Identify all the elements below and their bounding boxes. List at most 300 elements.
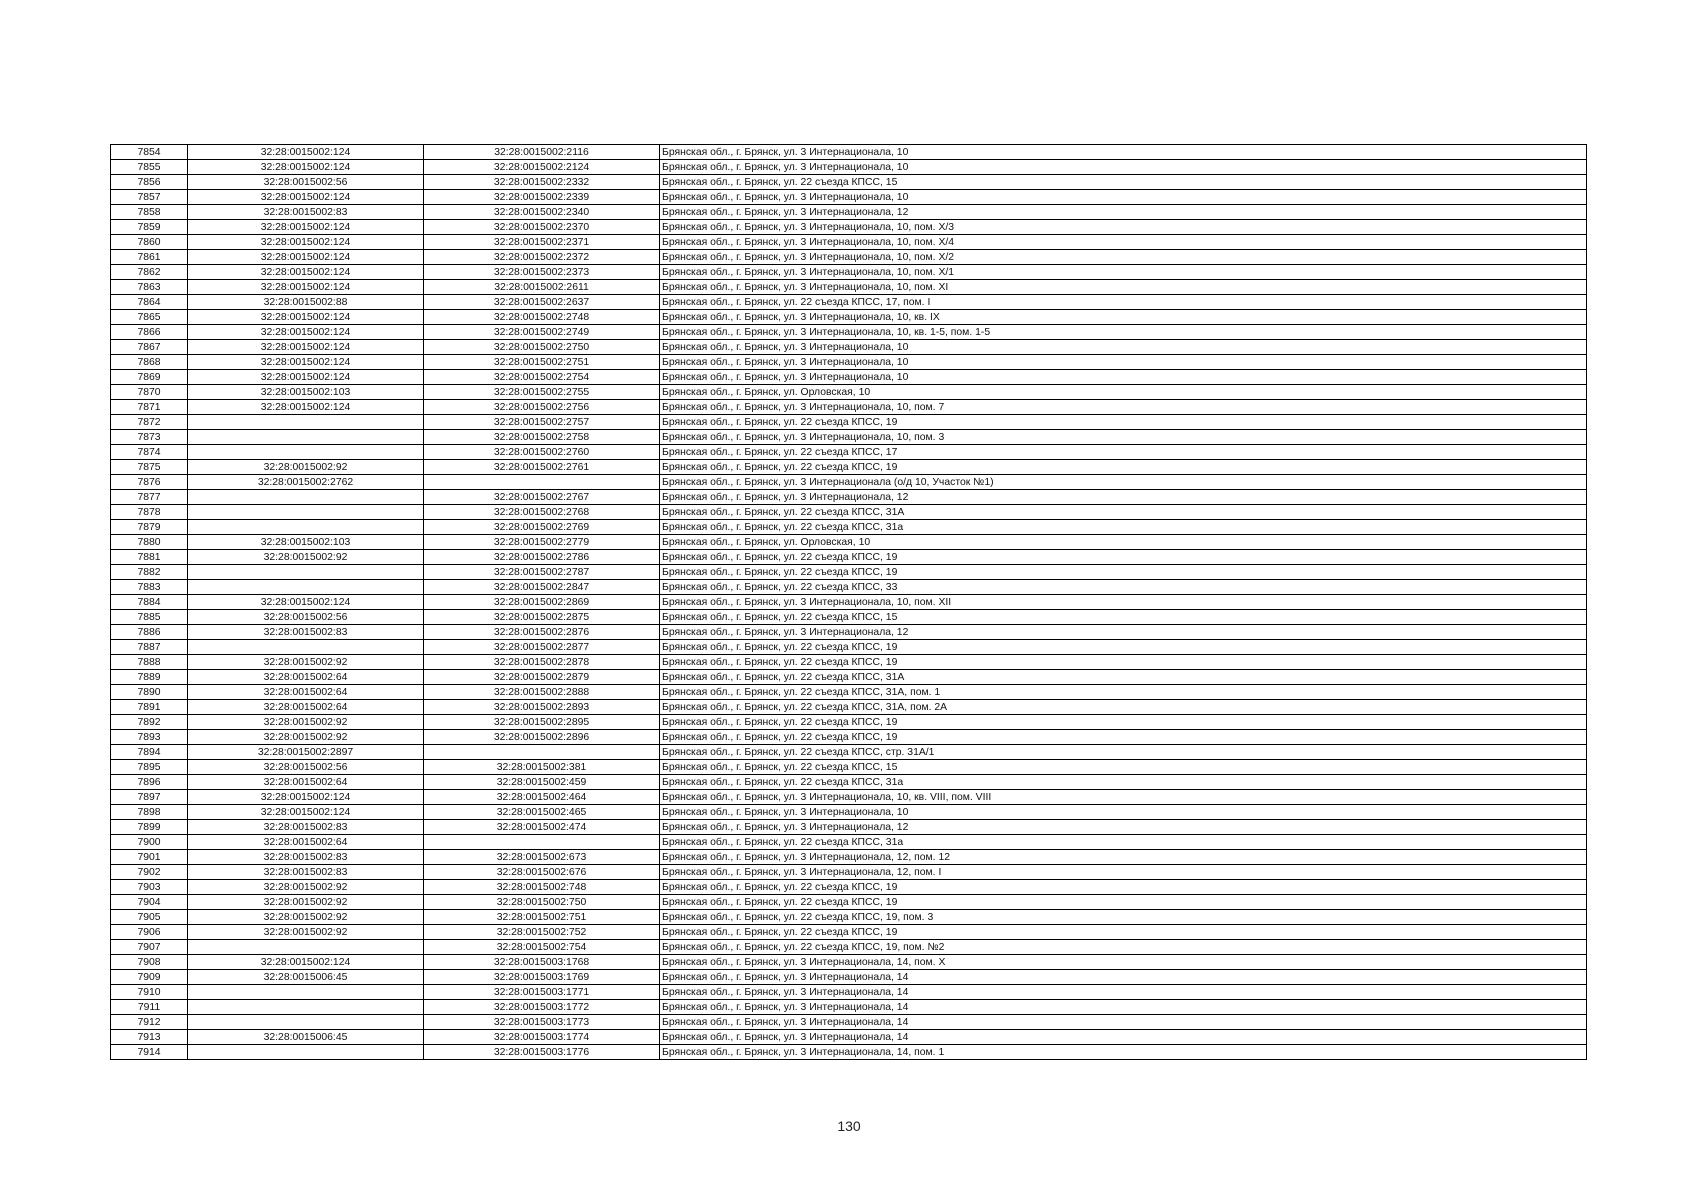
table-row — [111, 1045, 1587, 1060]
object-cadastral-number-cell: 32:28:0015002:2787 — [424, 565, 660, 580]
table-row — [111, 355, 1587, 370]
row-number-cell: 7862 — [111, 265, 188, 280]
table-row — [111, 820, 1587, 835]
land-cadastral-number-cell: 32:28:0015002:124 — [188, 145, 424, 160]
row-number-cell: 7875 — [111, 460, 188, 475]
row-number-cell: 7909 — [111, 970, 188, 985]
table-row — [111, 235, 1587, 250]
row-number-cell: 7877 — [111, 490, 188, 505]
object-cadastral-number-cell: 32:28:0015003:1771 — [424, 985, 660, 1000]
registry-table-body — [111, 145, 1587, 1060]
land-cadastral-number-cell: 32:28:0015002:56 — [188, 610, 424, 625]
page-number: 130 — [837, 1118, 861, 1134]
address-cell: Брянская обл., г. Брянск, ул. 3 Интернационала, 10 — [660, 805, 1587, 820]
address-cell: Брянская обл., г. Брянск, ул. 3 Интернационала, 10, кв. 1-5, пом. 1-5 — [660, 325, 1587, 340]
table-row — [111, 850, 1587, 865]
table-row — [111, 400, 1587, 415]
row-number-cell: 7898 — [111, 805, 188, 820]
land-cadastral-number-cell: 32:28:0015002:124 — [188, 805, 424, 820]
table-row — [111, 835, 1587, 850]
object-cadastral-number-cell: 32:28:0015002:2895 — [424, 715, 660, 730]
land-cadastral-number-cell: 32:28:0015002:83 — [188, 820, 424, 835]
row-number-cell: 7902 — [111, 865, 188, 880]
table-row — [111, 955, 1587, 970]
object-cadastral-number-cell: 32:28:0015002:474 — [424, 820, 660, 835]
object-cadastral-number-cell: 32:28:0015002:381 — [424, 760, 660, 775]
object-cadastral-number-cell: 32:28:0015002:2875 — [424, 610, 660, 625]
land-cadastral-number-cell: 32:28:0015002:103 — [188, 385, 424, 400]
row-number-cell: 7890 — [111, 685, 188, 700]
land-cadastral-number-cell — [188, 445, 424, 460]
land-cadastral-number-cell — [188, 520, 424, 535]
land-cadastral-number-cell: 32:28:0015002:124 — [188, 220, 424, 235]
table-row — [111, 340, 1587, 355]
row-number-cell: 7865 — [111, 310, 188, 325]
address-cell: Брянская обл., г. Брянск, ул. 3 Интернационала, 10 — [660, 370, 1587, 385]
land-cadastral-number-cell: 32:28:0015002:124 — [188, 235, 424, 250]
table-row — [111, 715, 1587, 730]
address-cell: Брянская обл., г. Брянск, ул. 3 Интернационала, 12 — [660, 205, 1587, 220]
table-row — [111, 265, 1587, 280]
land-cadastral-number-cell: 32:28:0015002:92 — [188, 655, 424, 670]
row-number-cell: 7861 — [111, 250, 188, 265]
row-number-cell: 7869 — [111, 370, 188, 385]
address-cell: Брянская обл., г. Брянск, ул. 22 съезда КПСС, 19 — [660, 880, 1587, 895]
address-cell: Брянская обл., г. Брянск, ул. 22 съезда КПСС, 19 — [660, 895, 1587, 910]
land-cadastral-number-cell — [188, 1000, 424, 1015]
address-cell: Брянская обл., г. Брянск, ул. 22 съезда КПСС, 19 — [660, 460, 1587, 475]
address-cell: Брянская обл., г. Брянск, ул. 22 съезда КПСС, 19 — [660, 730, 1587, 745]
table-row — [111, 565, 1587, 580]
table-row — [111, 670, 1587, 685]
land-cadastral-number-cell — [188, 640, 424, 655]
row-number-cell: 7905 — [111, 910, 188, 925]
address-cell: Брянская обл., г. Брянск, ул. 22 съезда КПСС, 31А, пом. 2А — [660, 700, 1587, 715]
land-cadastral-number-cell: 32:28:0015006:45 — [188, 970, 424, 985]
table-row — [111, 535, 1587, 550]
address-cell: Брянская обл., г. Брянск, ул. 3 Интернационала, 10, пом. XII — [660, 595, 1587, 610]
object-cadastral-number-cell: 32:28:0015002:2767 — [424, 490, 660, 505]
table-row — [111, 1015, 1587, 1030]
land-cadastral-number-cell: 32:28:0015002:92 — [188, 730, 424, 745]
object-cadastral-number-cell — [424, 745, 660, 760]
address-cell: Брянская обл., г. Брянск, ул. 3 Интернационала, 10, кв. IX — [660, 310, 1587, 325]
row-number-cell: 7914 — [111, 1045, 188, 1060]
address-cell: Брянская обл., г. Брянск, ул. 3 Интернационала, 10 — [660, 190, 1587, 205]
table-row — [111, 280, 1587, 295]
table-row — [111, 745, 1587, 760]
object-cadastral-number-cell: 32:28:0015002:2760 — [424, 445, 660, 460]
object-cadastral-number-cell: 32:28:0015002:752 — [424, 925, 660, 940]
object-cadastral-number-cell: 32:28:0015002:2878 — [424, 655, 660, 670]
object-cadastral-number-cell: 32:28:0015002:2339 — [424, 190, 660, 205]
land-cadastral-number-cell: 32:28:0015002:124 — [188, 265, 424, 280]
table-row — [111, 430, 1587, 445]
table-row — [111, 700, 1587, 715]
land-cadastral-number-cell: 32:28:0015002:64 — [188, 700, 424, 715]
table-row — [111, 580, 1587, 595]
object-cadastral-number-cell: 32:28:0015002:2748 — [424, 310, 660, 325]
address-cell: Брянская обл., г. Брянск, ул. 3 Интернационала, 14 — [660, 985, 1587, 1000]
land-cadastral-number-cell: 32:28:0015002:103 — [188, 535, 424, 550]
land-cadastral-number-cell: 32:28:0015002:64 — [188, 685, 424, 700]
address-cell: Брянская обл., г. Брянск, ул. 22 съезда КПСС, 19 — [660, 550, 1587, 565]
land-cadastral-number-cell: 32:28:0015002:124 — [188, 340, 424, 355]
land-cadastral-number-cell: 32:28:0015002:83 — [188, 850, 424, 865]
row-number-cell: 7866 — [111, 325, 188, 340]
row-number-cell: 7903 — [111, 880, 188, 895]
address-cell: Брянская обл., г. Брянск, ул. 22 съезда КПСС, 19 — [660, 655, 1587, 670]
table-row — [111, 760, 1587, 775]
table-row — [111, 685, 1587, 700]
object-cadastral-number-cell: 32:28:0015002:2877 — [424, 640, 660, 655]
address-cell: Брянская обл., г. Брянск, ул. 3 Интернационала, 10, пом. X/2 — [660, 250, 1587, 265]
object-cadastral-number-cell: 32:28:0015003:1774 — [424, 1030, 660, 1045]
land-cadastral-number-cell: 32:28:0015002:56 — [188, 760, 424, 775]
table-row — [111, 655, 1587, 670]
address-cell: Брянская обл., г. Брянск, ул. 22 съезда КПСС, 31А, пом. 1 — [660, 685, 1587, 700]
row-number-cell: 7879 — [111, 520, 188, 535]
object-cadastral-number-cell: 32:28:0015002:2779 — [424, 535, 660, 550]
object-cadastral-number-cell: 32:28:0015002:748 — [424, 880, 660, 895]
address-cell: Брянская обл., г. Брянск, ул. Орловская, 10 — [660, 535, 1587, 550]
row-number-cell: 7870 — [111, 385, 188, 400]
land-cadastral-number-cell — [188, 580, 424, 595]
row-number-cell: 7867 — [111, 340, 188, 355]
object-cadastral-number-cell: 32:28:0015002:2768 — [424, 505, 660, 520]
object-cadastral-number-cell: 32:28:0015002:2756 — [424, 400, 660, 415]
object-cadastral-number-cell: 32:28:0015002:2332 — [424, 175, 660, 190]
table-row — [111, 970, 1587, 985]
table-row — [111, 640, 1587, 655]
address-cell: Брянская обл., г. Брянск, ул. 3 Интернационала, 14, пом. X — [660, 955, 1587, 970]
row-number-cell: 7887 — [111, 640, 188, 655]
table-row — [111, 205, 1587, 220]
land-cadastral-number-cell — [188, 430, 424, 445]
address-cell: Брянская обл., г. Брянск, ул. 3 Интернационала, 14 — [660, 1015, 1587, 1030]
land-cadastral-number-cell: 32:28:0015002:64 — [188, 670, 424, 685]
row-number-cell: 7897 — [111, 790, 188, 805]
object-cadastral-number-cell: 32:28:0015002:459 — [424, 775, 660, 790]
land-cadastral-number-cell: 32:28:0015002:124 — [188, 160, 424, 175]
row-number-cell: 7912 — [111, 1015, 188, 1030]
object-cadastral-number-cell: 32:28:0015002:2879 — [424, 670, 660, 685]
address-cell: Брянская обл., г. Брянск, ул. 3 Интернационала, 10, кв. VIII, пом. VIII — [660, 790, 1587, 805]
land-cadastral-number-cell: 32:28:0015002:124 — [188, 370, 424, 385]
address-cell: Брянская обл., г. Брянск, ул. 22 съезда КПСС, 19 — [660, 565, 1587, 580]
object-cadastral-number-cell: 32:28:0015002:2751 — [424, 355, 660, 370]
table-row — [111, 145, 1587, 160]
land-cadastral-number-cell: 32:28:0015002:92 — [188, 460, 424, 475]
address-cell: Брянская обл., г. Брянск, ул. 22 съезда КПСС, 31а — [660, 520, 1587, 535]
land-cadastral-number-cell: 32:28:0015002:92 — [188, 715, 424, 730]
land-cadastral-number-cell: 32:28:0015002:92 — [188, 880, 424, 895]
row-number-cell: 7885 — [111, 610, 188, 625]
address-cell: Брянская обл., г. Брянск, ул. 3 Интернационала, 12 — [660, 625, 1587, 640]
land-cadastral-number-cell: 32:28:0015002:92 — [188, 925, 424, 940]
object-cadastral-number-cell: 32:28:0015002:2786 — [424, 550, 660, 565]
address-cell: Брянская обл., г. Брянск, ул. 22 съезда КПСС, 17 — [660, 445, 1587, 460]
row-number-cell: 7904 — [111, 895, 188, 910]
land-cadastral-number-cell — [188, 985, 424, 1000]
object-cadastral-number-cell: 32:28:0015002:464 — [424, 790, 660, 805]
table-row — [111, 160, 1587, 175]
object-cadastral-number-cell: 32:28:0015002:2761 — [424, 460, 660, 475]
object-cadastral-number-cell: 32:28:0015002:2373 — [424, 265, 660, 280]
row-number-cell: 7891 — [111, 700, 188, 715]
table-row — [111, 985, 1587, 1000]
object-cadastral-number-cell: 32:28:0015002:2611 — [424, 280, 660, 295]
table-row — [111, 460, 1587, 475]
land-cadastral-number-cell: 32:28:0015002:124 — [188, 310, 424, 325]
object-cadastral-number-cell: 32:28:0015002:750 — [424, 895, 660, 910]
land-cadastral-number-cell: 32:28:0015002:124 — [188, 595, 424, 610]
row-number-cell: 7901 — [111, 850, 188, 865]
table-row — [111, 940, 1587, 955]
address-cell: Брянская обл., г. Брянск, ул. 22 съезда КПСС, 19 — [660, 640, 1587, 655]
object-cadastral-number-cell: 32:28:0015002:2750 — [424, 340, 660, 355]
row-number-cell: 7886 — [111, 625, 188, 640]
object-cadastral-number-cell: 32:28:0015002:2116 — [424, 145, 660, 160]
address-cell: Брянская обл., г. Брянск, ул. 22 съезда КПСС, 15 — [660, 760, 1587, 775]
land-cadastral-number-cell: 32:28:0015002:124 — [188, 280, 424, 295]
land-cadastral-number-cell — [188, 505, 424, 520]
table-row — [111, 595, 1587, 610]
object-cadastral-number-cell: 32:28:0015003:1769 — [424, 970, 660, 985]
table-row — [111, 625, 1587, 640]
row-number-cell: 7895 — [111, 760, 188, 775]
table-row — [111, 805, 1587, 820]
table-row — [111, 550, 1587, 565]
address-cell: Брянская обл., г. Брянск, ул. 3 Интернационала, 10, пом. X/1 — [660, 265, 1587, 280]
row-number-cell: 7854 — [111, 145, 188, 160]
land-cadastral-number-cell: 32:28:0015002:92 — [188, 895, 424, 910]
address-cell: Брянская обл., г. Брянск, ул. 22 съезда КПСС, стр. 31А/1 — [660, 745, 1587, 760]
row-number-cell: 7880 — [111, 535, 188, 550]
address-cell: Брянская обл., г. Брянск, ул. 3 Интернационала, 10 — [660, 145, 1587, 160]
registry-table — [110, 144, 1587, 1060]
table-row — [111, 865, 1587, 880]
row-number-cell: 7884 — [111, 595, 188, 610]
address-cell: Брянская обл., г. Брянск, ул. 22 съезда КПСС, 19, пом. 3 — [660, 910, 1587, 925]
row-number-cell: 7896 — [111, 775, 188, 790]
table-row — [111, 250, 1587, 265]
address-cell: Брянская обл., г. Брянск, ул. 22 съезда КПСС, 19 — [660, 925, 1587, 940]
land-cadastral-number-cell: 32:28:0015002:2762 — [188, 475, 424, 490]
land-cadastral-number-cell: 32:28:0015006:45 — [188, 1030, 424, 1045]
object-cadastral-number-cell: 32:28:0015002:2888 — [424, 685, 660, 700]
land-cadastral-number-cell: 32:28:0015002:124 — [188, 250, 424, 265]
land-cadastral-number-cell: 32:28:0015002:83 — [188, 205, 424, 220]
object-cadastral-number-cell: 32:28:0015002:2754 — [424, 370, 660, 385]
object-cadastral-number-cell: 32:28:0015002:2869 — [424, 595, 660, 610]
address-cell: Брянская обл., г. Брянск, ул. 3 Интернационала, 12, пом. I — [660, 865, 1587, 880]
land-cadastral-number-cell — [188, 1045, 424, 1060]
row-number-cell: 7899 — [111, 820, 188, 835]
row-number-cell: 7893 — [111, 730, 188, 745]
address-cell: Брянская обл., г. Брянск, ул. 3 Интернационала, 10, пом. XI — [660, 280, 1587, 295]
row-number-cell: 7874 — [111, 445, 188, 460]
object-cadastral-number-cell: 32:28:0015002:751 — [424, 910, 660, 925]
land-cadastral-number-cell: 32:28:0015002:124 — [188, 790, 424, 805]
object-cadastral-number-cell: 32:28:0015002:2896 — [424, 730, 660, 745]
object-cadastral-number-cell: 32:28:0015002:2370 — [424, 220, 660, 235]
object-cadastral-number-cell: 32:28:0015003:1768 — [424, 955, 660, 970]
land-cadastral-number-cell: 32:28:0015002:64 — [188, 835, 424, 850]
table-row — [111, 325, 1587, 340]
land-cadastral-number-cell: 32:28:0015002:124 — [188, 955, 424, 970]
object-cadastral-number-cell: 32:28:0015002:2749 — [424, 325, 660, 340]
address-cell: Брянская обл., г. Брянск, ул. 3 Интернационала, 14, пом. 1 — [660, 1045, 1587, 1060]
row-number-cell: 7907 — [111, 940, 188, 955]
object-cadastral-number-cell — [424, 475, 660, 490]
table-row — [111, 310, 1587, 325]
row-number-cell: 7910 — [111, 985, 188, 1000]
row-number-cell: 7868 — [111, 355, 188, 370]
table-row — [111, 910, 1587, 925]
land-cadastral-number-cell: 32:28:0015002:2897 — [188, 745, 424, 760]
row-number-cell: 7858 — [111, 205, 188, 220]
object-cadastral-number-cell: 32:28:0015002:754 — [424, 940, 660, 955]
address-cell: Брянская обл., г. Брянск, ул. 22 съезда КПСС, 15 — [660, 175, 1587, 190]
table-row — [111, 295, 1587, 310]
object-cadastral-number-cell: 32:28:0015003:1773 — [424, 1015, 660, 1030]
address-cell: Брянская обл., г. Брянск, ул. 22 съезда КПСС, 15 — [660, 610, 1587, 625]
object-cadastral-number-cell: 32:28:0015002:676 — [424, 865, 660, 880]
land-cadastral-number-cell — [188, 1015, 424, 1030]
row-number-cell: 7913 — [111, 1030, 188, 1045]
row-number-cell: 7860 — [111, 235, 188, 250]
row-number-cell: 7864 — [111, 295, 188, 310]
table-row — [111, 790, 1587, 805]
address-cell: Брянская обл., г. Брянск, ул. 22 съезда КПСС, 31а — [660, 775, 1587, 790]
table-row — [111, 175, 1587, 190]
address-cell: Брянская обл., г. Брянск, ул. 22 съезда КПСС, 19, пом. №2 — [660, 940, 1587, 955]
address-cell: Брянская обл., г. Брянск, ул. 3 Интернационала, 10, пом. X/3 — [660, 220, 1587, 235]
table-row — [111, 880, 1587, 895]
table-row — [111, 610, 1587, 625]
row-number-cell: 7856 — [111, 175, 188, 190]
land-cadastral-number-cell — [188, 940, 424, 955]
table-row — [111, 370, 1587, 385]
land-cadastral-number-cell: 32:28:0015002:88 — [188, 295, 424, 310]
object-cadastral-number-cell: 32:28:0015002:2637 — [424, 295, 660, 310]
address-cell: Брянская обл., г. Брянск, ул. 3 Интернационала, 12 — [660, 820, 1587, 835]
table-row — [111, 895, 1587, 910]
land-cadastral-number-cell: 32:28:0015002:124 — [188, 355, 424, 370]
row-number-cell: 7855 — [111, 160, 188, 175]
address-cell: Брянская обл., г. Брянск, ул. 3 Интернационала, 12 — [660, 490, 1587, 505]
address-cell: Брянская обл., г. Брянск, ул. 3 Интернационала, 10 — [660, 340, 1587, 355]
object-cadastral-number-cell: 32:28:0015002:2372 — [424, 250, 660, 265]
land-cadastral-number-cell: 32:28:0015002:64 — [188, 775, 424, 790]
table-row — [111, 490, 1587, 505]
object-cadastral-number-cell: 32:28:0015002:2340 — [424, 205, 660, 220]
row-number-cell: 7906 — [111, 925, 188, 940]
land-cadastral-number-cell: 32:28:0015002:124 — [188, 190, 424, 205]
object-cadastral-number-cell: 32:28:0015002:2769 — [424, 520, 660, 535]
table-row — [111, 1030, 1587, 1045]
land-cadastral-number-cell — [188, 490, 424, 505]
table-row — [111, 220, 1587, 235]
land-cadastral-number-cell: 32:28:0015002:124 — [188, 400, 424, 415]
address-cell: Брянская обл., г. Брянск, ул. 22 съезда КПСС, 31а — [660, 835, 1587, 850]
object-cadastral-number-cell: 32:28:0015002:2757 — [424, 415, 660, 430]
address-cell: Брянская обл., г. Брянск, ул. 3 Интернационала, 10, пом. 7 — [660, 400, 1587, 415]
address-cell: Брянская обл., г. Брянск, ул. 3 Интернационала, 10, пом. 3 — [660, 430, 1587, 445]
table-row — [111, 520, 1587, 535]
table-row — [111, 190, 1587, 205]
row-number-cell: 7876 — [111, 475, 188, 490]
row-number-cell: 7911 — [111, 1000, 188, 1015]
row-number-cell: 7873 — [111, 430, 188, 445]
object-cadastral-number-cell: 32:28:0015003:1772 — [424, 1000, 660, 1015]
table-row — [111, 415, 1587, 430]
row-number-cell: 7871 — [111, 400, 188, 415]
address-cell: Брянская обл., г. Брянск, ул. 3 Интернационала, 14 — [660, 970, 1587, 985]
address-cell: Брянская обл., г. Брянск, ул. 3 Интернационала, 12, пом. 12 — [660, 850, 1587, 865]
row-number-cell: 7872 — [111, 415, 188, 430]
object-cadastral-number-cell: 32:28:0015002:2755 — [424, 385, 660, 400]
address-cell: Брянская обл., г. Брянск, ул. 3 Интернационала, 10, пом. X/4 — [660, 235, 1587, 250]
object-cadastral-number-cell: 32:28:0015002:2876 — [424, 625, 660, 640]
row-number-cell: 7863 — [111, 280, 188, 295]
row-number-cell: 7892 — [111, 715, 188, 730]
row-number-cell: 7888 — [111, 655, 188, 670]
table-row — [111, 730, 1587, 745]
land-cadastral-number-cell — [188, 415, 424, 430]
land-cadastral-number-cell: 32:28:0015002:56 — [188, 175, 424, 190]
address-cell: Брянская обл., г. Брянск, ул. 3 Интернационала, 10 — [660, 355, 1587, 370]
row-number-cell: 7859 — [111, 220, 188, 235]
row-number-cell: 7857 — [111, 190, 188, 205]
land-cadastral-number-cell: 32:28:0015002:124 — [188, 325, 424, 340]
table-row — [111, 775, 1587, 790]
table-row — [111, 505, 1587, 520]
row-number-cell: 7881 — [111, 550, 188, 565]
land-cadastral-number-cell: 32:28:0015002:83 — [188, 865, 424, 880]
address-cell: Брянская обл., г. Брянск, ул. Орловская, 10 — [660, 385, 1587, 400]
table-row — [111, 925, 1587, 940]
object-cadastral-number-cell: 32:28:0015002:2893 — [424, 700, 660, 715]
address-cell: Брянская обл., г. Брянск, ул. 22 съезда КПСС, 19 — [660, 715, 1587, 730]
row-number-cell: 7889 — [111, 670, 188, 685]
address-cell: Брянская обл., г. Брянск, ул. 22 съезда КПСС, 31А — [660, 670, 1587, 685]
table-row — [111, 445, 1587, 460]
row-number-cell: 7894 — [111, 745, 188, 760]
row-number-cell: 7882 — [111, 565, 188, 580]
land-cadastral-number-cell — [188, 565, 424, 580]
address-cell: Брянская обл., г. Брянск, ул. 3 Интернационала, 10 — [660, 160, 1587, 175]
object-cadastral-number-cell: 32:28:0015002:2371 — [424, 235, 660, 250]
address-cell: Брянская обл., г. Брянск, ул. 3 Интернационала, 14 — [660, 1000, 1587, 1015]
object-cadastral-number-cell: 32:28:0015002:2124 — [424, 160, 660, 175]
address-cell: Брянская обл., г. Брянск, ул. 3 Интернационала, 14 — [660, 1030, 1587, 1045]
row-number-cell: 7883 — [111, 580, 188, 595]
row-number-cell: 7908 — [111, 955, 188, 970]
object-cadastral-number-cell: 32:28:0015003:1776 — [424, 1045, 660, 1060]
table-row — [111, 1000, 1587, 1015]
row-number-cell: 7878 — [111, 505, 188, 520]
address-cell: Брянская обл., г. Брянск, ул. 3 Интернационала (о/д 10, Участок №1) — [660, 475, 1587, 490]
address-cell: Брянская обл., г. Брянск, ул. 22 съезда КПСС, 31А — [660, 505, 1587, 520]
land-cadastral-number-cell: 32:28:0015002:92 — [188, 550, 424, 565]
object-cadastral-number-cell — [424, 835, 660, 850]
row-number-cell: 7900 — [111, 835, 188, 850]
address-cell: Брянская обл., г. Брянск, ул. 22 съезда КПСС, 17, пом. I — [660, 295, 1587, 310]
object-cadastral-number-cell: 32:28:0015002:2847 — [424, 580, 660, 595]
land-cadastral-number-cell: 32:28:0015002:83 — [188, 625, 424, 640]
